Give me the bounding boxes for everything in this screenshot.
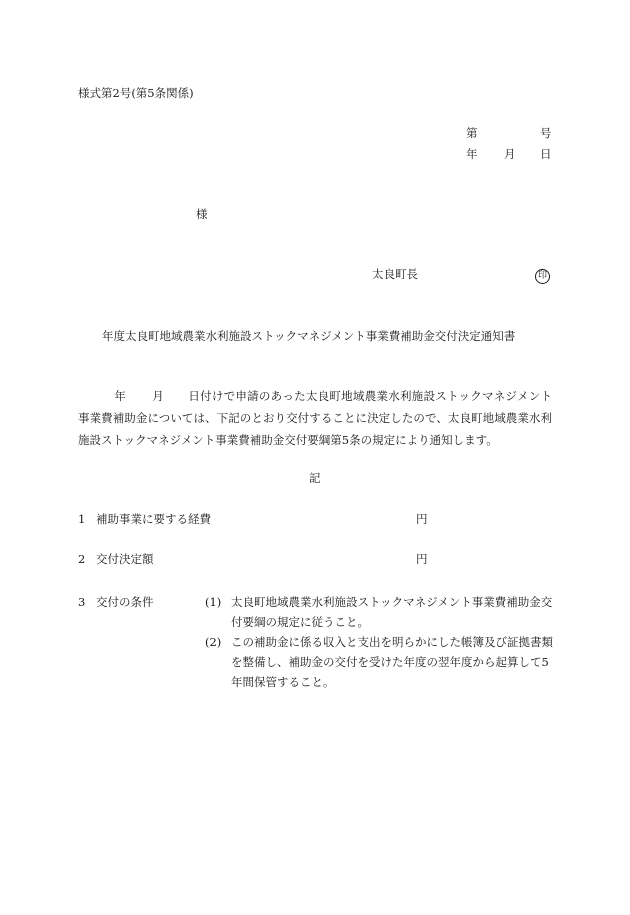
doc-number-dai: 第 — [466, 126, 478, 140]
condition-item — [205, 592, 555, 632]
ki-heading: 記 — [309, 471, 321, 485]
date-year: 年 — [466, 147, 478, 161]
seal-mark-text: 印 — [535, 269, 550, 284]
conditions-list — [205, 592, 555, 692]
date-day: 日 — [540, 147, 552, 161]
condition-number: (2) — [205, 635, 222, 649]
body-text-rest: 事業費補助金については、下記のとおり交付することに決定したので、太良町地域農業水利施設ストックマネジメント事業費補助金交付要綱第5条の規定により通知します。 — [78, 411, 552, 447]
item-1-unit: 円 — [416, 512, 428, 526]
item-2-number: 2 — [78, 552, 86, 566]
recipient-suffix: 様 — [196, 207, 208, 221]
body-month: 月 — [152, 389, 165, 403]
condition-number: (1) — [205, 595, 222, 609]
condition-text: 太良町地域農業水利施設ストックマネジメント事業費補助金交付要綱の規定に従うこと。 — [231, 595, 553, 629]
item-1-number: 1 — [78, 512, 86, 526]
item-3-number: 3 — [78, 595, 86, 609]
body-year: 年 — [114, 389, 127, 403]
condition-item — [205, 632, 555, 692]
date-month: 月 — [504, 147, 516, 161]
document-title: 年度太良町地域農業水利施設ストックマネジメント事業費補助金交付決定通知書 — [102, 329, 516, 343]
seal-mark — [535, 266, 550, 284]
body-text-first: 日付けで申請のあった太良町地域農業水利施設ストックマネジメント — [188, 389, 552, 403]
item-3-label: 交付の条件 — [96, 595, 154, 609]
item-2-label: 交付決定額 — [96, 552, 154, 566]
doc-number-go: 号 — [540, 126, 552, 140]
item-1-label: 補助事業に要する経費 — [96, 512, 211, 526]
form-number: 様式第2号(第5条関係) — [78, 86, 194, 100]
issuer-title: 太良町長 — [372, 267, 418, 281]
item-2-unit: 円 — [416, 552, 428, 566]
condition-text: この補助金に係る収入と支出を明らかにした帳簿及び証拠書類を整備し、補助金の交付を受けた年度の翌年度から起算して5年間保管すること。 — [231, 635, 553, 689]
body-paragraph — [78, 385, 552, 451]
